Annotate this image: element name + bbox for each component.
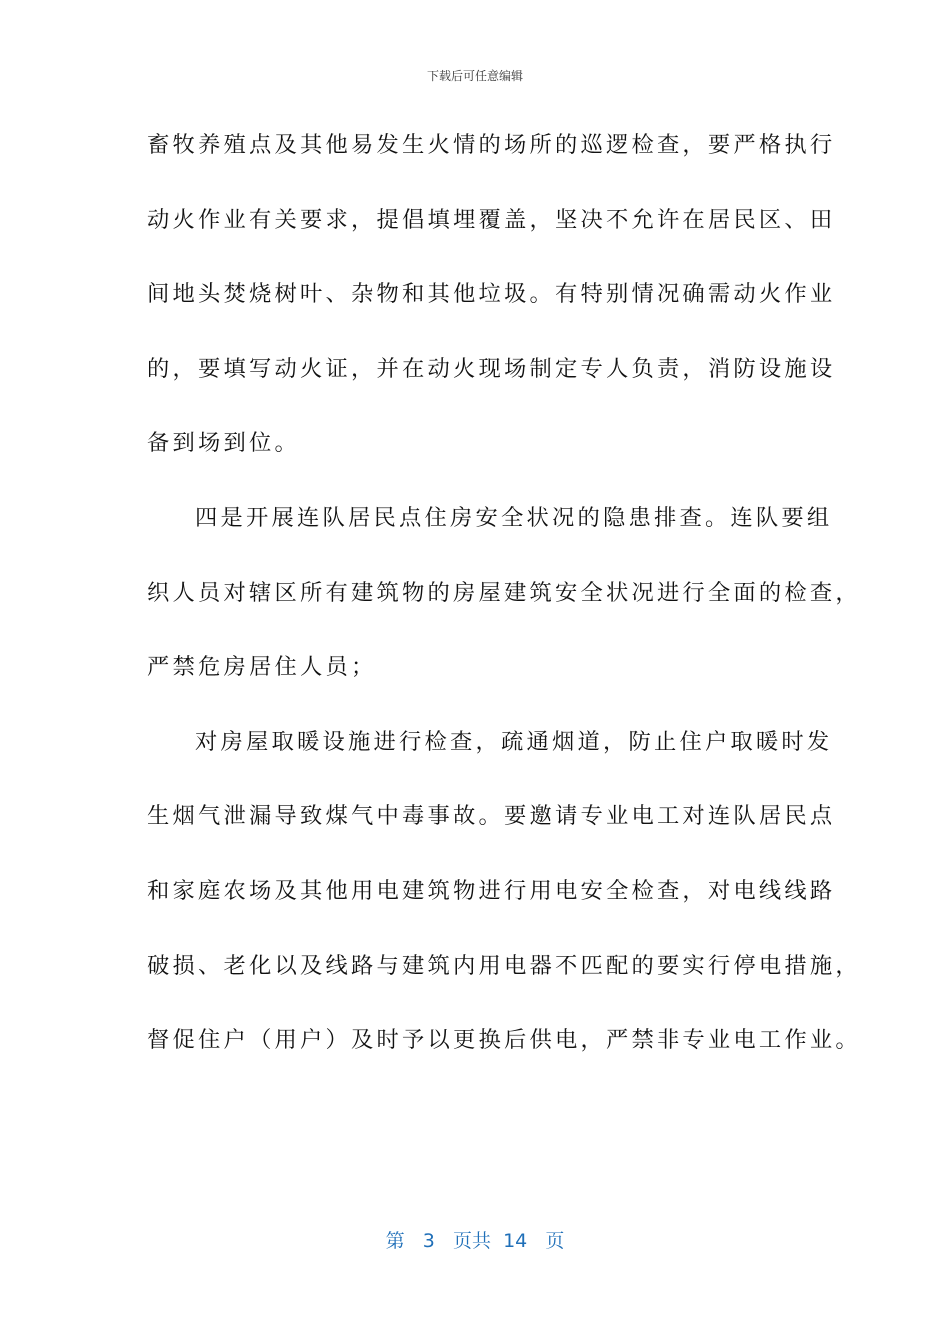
footer-prefix: 第 xyxy=(385,1230,405,1252)
text-line: 织人员对辖区所有建筑物的房屋建筑安全状况进行全面的检查， xyxy=(147,579,861,606)
footer-suffix: 页 xyxy=(545,1230,565,1252)
text-line: 督促住户（用户）及时予以更换后供电，严禁非专业电工作业。 xyxy=(147,1027,861,1054)
document-body xyxy=(147,120,861,1090)
text-line: 动火作业有关要求，提倡填埋覆盖，坚决不允许在居民区、田 xyxy=(147,206,836,233)
text-line: 的，要填写动火证，并在动火现场制定专人负责，消防设施设 xyxy=(147,355,836,382)
text-line: 破损、老化以及线路与建筑内用电器不匹配的要实行停电措施， xyxy=(147,952,861,979)
text-line: 和家庭农场及其他用电建筑物进行用电安全检查，对电线线路 xyxy=(147,877,836,904)
footer-page-number: 3 xyxy=(422,1230,435,1252)
header-note: 下载后可任意编辑 xyxy=(426,69,523,83)
page-footer xyxy=(0,1226,950,1253)
text-line: 备到场到位。 xyxy=(147,430,300,457)
text-line: 间地头焚烧树叶、杂物和其他垃圾。有特别情况确需动火作业 xyxy=(147,281,836,308)
text-line: 畜牧养殖点及其他易发生火情的场所的巡逻检查，要严格执行 xyxy=(147,132,836,158)
paragraph-start-line: 对房屋取暖设施进行检查，疏通烟道，防止住户取暖时发 xyxy=(195,728,833,755)
footer-middle: 页共 xyxy=(452,1230,491,1252)
text-line: 严禁危房居住人员； xyxy=(147,654,377,681)
paragraph-start-line: 四是开展连队居民点住房安全状况的隐患排查。连队要组 xyxy=(195,504,833,531)
footer-total-pages: 14 xyxy=(503,1230,528,1252)
text-line: 生烟气泄漏导致煤气中毒事故。要邀请专业电工对连队居民点 xyxy=(147,803,836,830)
